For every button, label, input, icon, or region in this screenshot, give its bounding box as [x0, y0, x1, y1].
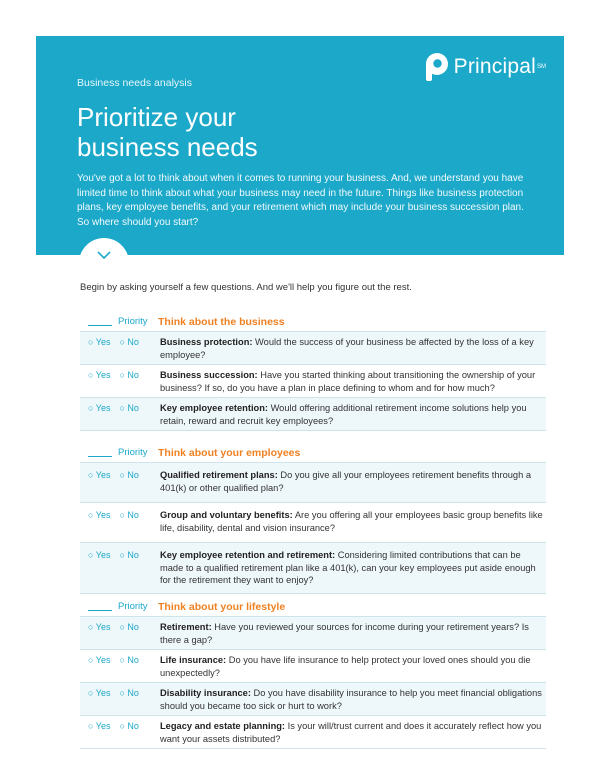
no-radio[interactable]: ○ No	[119, 403, 139, 413]
section-business	[80, 312, 546, 431]
no-radio[interactable]: ○ No	[119, 510, 139, 520]
yes-radio[interactable]: ○ Yes	[88, 403, 111, 413]
yes-radio[interactable]: ○ Yes	[88, 470, 111, 480]
question-row	[80, 716, 546, 749]
question-row	[80, 332, 546, 365]
question-body: Would the success of your business be affected by the loss of a key employee?	[160, 337, 534, 360]
question-title: Business succession:	[160, 370, 258, 380]
question-text	[160, 469, 546, 494]
question-row	[80, 617, 546, 650]
question-body: Considering limited contributions that can be made to a qualified retirement plan like a 401(k), can your key employees put aside enough for the retirement they want to enjoy?	[160, 550, 536, 585]
yes-radio[interactable]: ○ Yes	[88, 688, 111, 698]
question-title: Qualified retirement plans:	[160, 470, 278, 480]
question-text	[160, 687, 546, 712]
section-header	[80, 597, 546, 617]
question-body: Do you give all your employees retirement benefits through a 401(k) or other qualified plan?	[160, 470, 532, 493]
title-line-2: business needs	[77, 132, 258, 162]
yes-radio[interactable]: ○ Yes	[88, 550, 111, 560]
section-header	[80, 312, 546, 332]
section-heading: Think about the business	[158, 315, 285, 328]
yes-radio[interactable]: ○ Yes	[88, 370, 111, 380]
question-body: Do you have life insurance to help protect your loved ones should you die unexpectedly?	[160, 655, 531, 678]
no-radio[interactable]: ○ No	[119, 622, 139, 632]
brand-servicemark: SM	[537, 64, 546, 70]
question-body: Would offering additional retirement income solutions help you retain, reward and recruit key employees?	[160, 403, 527, 426]
question-text	[160, 369, 546, 394]
question-title: Life insurance:	[160, 655, 227, 665]
question-text	[160, 336, 546, 361]
question-text	[160, 654, 546, 679]
question-body: Have you reviewed your sources for income during your retirement years? Is there a gap?	[160, 622, 529, 645]
section-lifestyle	[80, 597, 546, 749]
priority-blank[interactable]	[88, 448, 112, 457]
priority-label: Priority	[118, 447, 148, 458]
question-title: Key employee retention:	[160, 403, 268, 413]
eyebrow-label: Business needs analysis	[77, 77, 192, 89]
section-employees	[80, 443, 546, 594]
question-body: Do you have disability insurance to help you meet financial obligations should you became too sick or hurt to work?	[160, 688, 542, 711]
question-text	[160, 720, 546, 745]
priority-blank[interactable]	[88, 602, 112, 611]
no-radio[interactable]: ○ No	[119, 370, 139, 380]
question-title: Business protection:	[160, 337, 253, 347]
question-row	[80, 503, 546, 543]
yes-radio[interactable]: ○ Yes	[88, 337, 111, 347]
question-body: Are you offering all your employees basic group benefits like life, disability, dental and vision insurance?	[160, 510, 543, 533]
page-title	[77, 102, 337, 162]
yes-radio[interactable]: ○ Yes	[88, 622, 111, 632]
yes-radio[interactable]: ○ Yes	[88, 655, 111, 665]
principal-logo-icon	[424, 52, 450, 82]
question-title: Key employee retention and retirement:	[160, 550, 336, 560]
section-heading: Think about your lifestyle	[158, 600, 286, 613]
hero-banner	[36, 36, 564, 255]
title-line-1: Prioritize your	[77, 102, 236, 132]
no-radio[interactable]: ○ No	[119, 655, 139, 665]
question-text	[160, 509, 546, 534]
section-heading: Think about your employees	[158, 446, 301, 459]
chevron-down-icon	[97, 246, 111, 264]
lead-text: Begin by asking yourself a few questions. And we'll help you figure out the rest.	[80, 282, 412, 293]
intro-paragraph: You've got a lot to think about when it comes to running your business. And, we understand you have limited time to think about what your business may need in the future. Things like business protection plans, key employee benefits, and your retirement which may include your business succession plan. So where should you start?	[77, 173, 524, 228]
question-row	[80, 650, 546, 683]
no-radio[interactable]: ○ No	[119, 721, 139, 731]
question-row	[80, 543, 546, 594]
section-header	[80, 443, 546, 463]
question-row	[80, 398, 546, 431]
question-text	[160, 402, 546, 427]
yes-radio[interactable]: ○ Yes	[88, 510, 111, 520]
no-radio[interactable]: ○ No	[119, 688, 139, 698]
principal-logo	[424, 52, 546, 82]
priority-label: Priority	[118, 316, 148, 327]
question-body: Have you started thinking about transitioning the ownership of your business? If so, do you have a plan in place defining to whom and for how much?	[160, 370, 536, 393]
question-row	[80, 365, 546, 398]
yes-radio[interactable]: ○ Yes	[88, 721, 111, 731]
question-title: Legacy and estate planning:	[160, 721, 286, 731]
question-title: Group and voluntary benefits:	[160, 510, 293, 520]
brand-name: Principal	[453, 55, 536, 78]
question-title: Disability insurance:	[160, 688, 251, 698]
question-text	[160, 549, 546, 587]
priority-blank[interactable]	[88, 317, 112, 326]
question-body: Is your will/trust current and does it accurately reflect how you want your assets distributed?	[160, 721, 542, 744]
question-row	[80, 463, 546, 503]
question-text	[160, 621, 546, 646]
no-radio[interactable]: ○ No	[119, 550, 139, 560]
no-radio[interactable]: ○ No	[119, 470, 139, 480]
question-title: Retirement:	[160, 622, 212, 632]
priority-label: Priority	[118, 601, 148, 612]
question-row	[80, 683, 546, 716]
no-radio[interactable]: ○ No	[119, 337, 139, 347]
